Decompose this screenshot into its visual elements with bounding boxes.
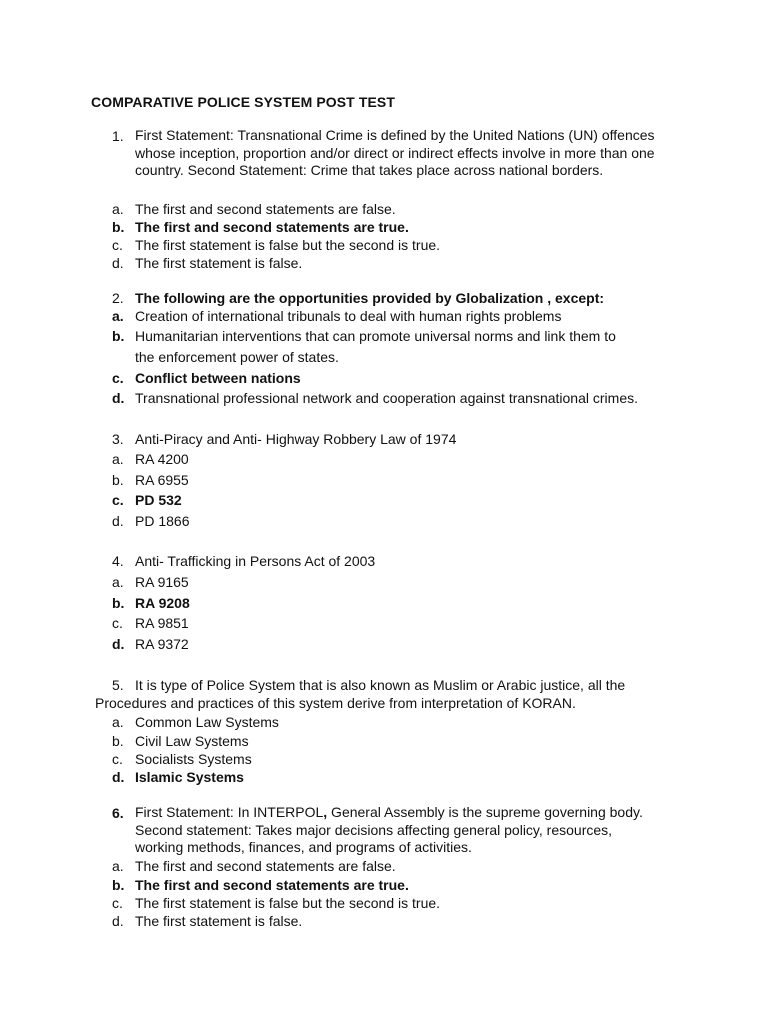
- option-letter: d.: [112, 913, 124, 929]
- option-letter: c.: [112, 895, 123, 911]
- option-letter: b.: [112, 877, 125, 893]
- option-letter: d.: [112, 513, 124, 529]
- question-number: 3.: [112, 431, 124, 447]
- option-text-continued: the enforcement power of states.: [135, 349, 339, 365]
- option-letter: c.: [112, 370, 124, 386]
- question-number: 2.: [112, 290, 124, 306]
- option-letter: b.: [112, 219, 125, 235]
- option-letter: b.: [112, 472, 124, 488]
- option-text: The first statement is false but the second is true.: [135, 895, 441, 911]
- question-stem: The following are the opportunities provided by Globalization , except:: [135, 290, 605, 306]
- option-text: The first and second statements are false.: [135, 201, 396, 217]
- option-letter: b.: [112, 595, 125, 611]
- option-text: Humanitarian interventions that can promote universal norms and link them to: [135, 328, 616, 344]
- question-stem-line1: It is type of Police System that is also known as Muslim or Arabic justice, all the: [135, 677, 626, 693]
- option-text-answer: Conflict between nations: [135, 370, 301, 386]
- option-letter: d.: [112, 255, 124, 271]
- option-text: Civil Law Systems: [135, 733, 249, 749]
- question-number: 1.: [112, 128, 124, 144]
- option-text-answer: The first and second statements are true.: [135, 219, 409, 235]
- question-stem: Anti- Trafficking in Persons Act of 2003: [135, 553, 376, 569]
- question-number: 4.: [112, 553, 124, 569]
- option-letter: a.: [112, 714, 124, 730]
- option-text: Common Law Systems: [135, 714, 279, 730]
- option-text: RA 9372: [135, 636, 189, 652]
- option-letter: d.: [112, 390, 125, 406]
- option-text-answer: RA 9208: [135, 595, 190, 611]
- option-text: The first statement is false.: [135, 255, 303, 271]
- option-letter: a.: [112, 574, 124, 590]
- option-text-answer: The first and second statements are true.: [135, 877, 409, 893]
- question-stem-comma: ,: [323, 804, 328, 820]
- question-stem: Anti-Piracy and Anti- Highway Robbery Law of 1974: [135, 431, 457, 447]
- option-text: RA 4200: [135, 451, 189, 467]
- question-stem-line2: Procedures and practices of this system derive from interpretation of KORAN.: [95, 695, 576, 711]
- option-letter: d.: [112, 636, 125, 652]
- option-text: RA 9165: [135, 574, 189, 590]
- question-stem: First Statement: Transnational Crime is defined by the United Nations (UN) offences whose inception, proportion and/or direct or indirect effects involve in more than one country. Second Statement: Crime that takes place across national borders.: [135, 127, 655, 179]
- question-stem-part: First Statement: In INTERPOL: [135, 804, 324, 820]
- option-text: The first and second statements are false.: [135, 858, 396, 874]
- page-title: COMPARATIVE POLICE SYSTEM POST TEST: [91, 94, 396, 110]
- question-stem-part: General Assembly is the supreme governing body. Second statement: Takes major decisions affecting general policy, resources, working methods, finances, and programs of activities.: [135, 804, 643, 856]
- question-stem: [135, 804, 655, 857]
- question-number: 6.: [112, 805, 124, 821]
- option-letter: b.: [112, 328, 125, 344]
- question-number: 5.: [112, 677, 124, 693]
- option-text: Transnational professional network and cooperation against transnational crimes.: [135, 390, 638, 406]
- option-text: The first statement is false but the second is true.: [135, 237, 441, 253]
- option-letter: c.: [112, 615, 123, 631]
- option-letter: c.: [112, 237, 123, 253]
- option-letter: a.: [112, 451, 124, 467]
- option-text: PD 1866: [135, 513, 190, 529]
- option-text: Creation of international tribunals to deal with human rights problems: [135, 308, 562, 324]
- option-text: RA 9851: [135, 615, 189, 631]
- option-text-answer: PD 532: [135, 492, 182, 508]
- option-letter: a.: [112, 858, 124, 874]
- option-letter: d.: [112, 769, 125, 785]
- option-letter: b.: [112, 733, 124, 749]
- option-text-answer: Islamic Systems: [135, 769, 244, 785]
- option-letter: a.: [112, 201, 124, 217]
- option-letter: c.: [112, 492, 124, 508]
- option-text: RA 6955: [135, 472, 189, 488]
- option-text: The first statement is false.: [135, 913, 303, 929]
- option-letter: c.: [112, 751, 123, 767]
- option-text: Socialists Systems: [135, 751, 252, 767]
- option-letter: a.: [112, 308, 124, 324]
